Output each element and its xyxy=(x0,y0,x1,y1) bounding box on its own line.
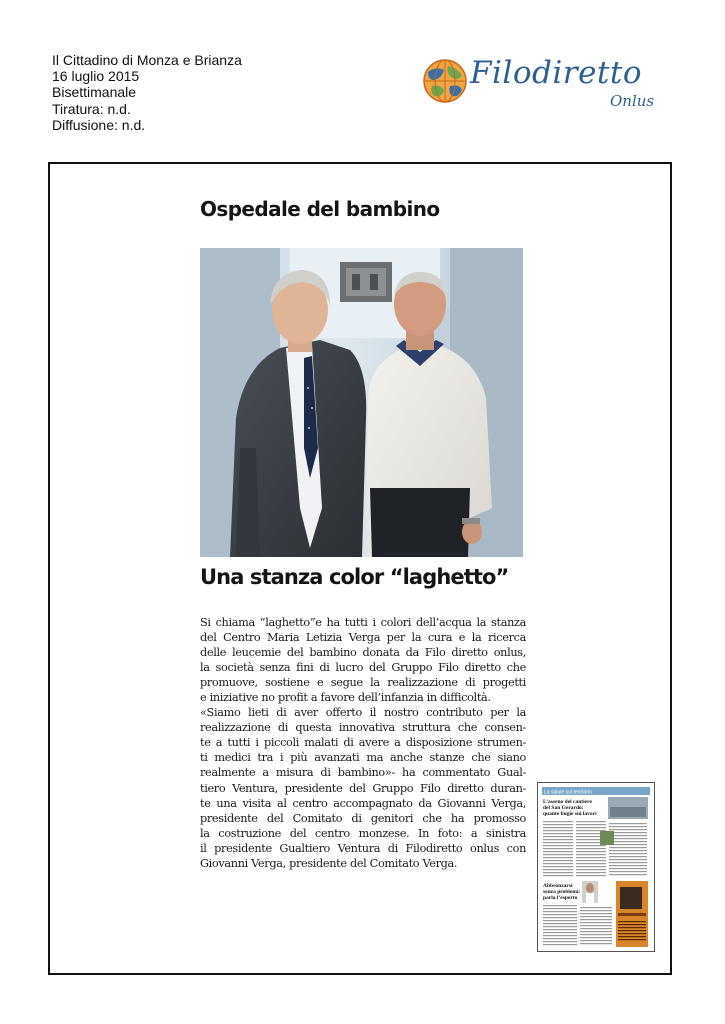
body-line: te a tutti i piccoli malati di avere a disposizione strumen- xyxy=(200,736,526,750)
body-line: la costruzione del centro monzese. In foto: a sinistra xyxy=(200,826,526,840)
logo-wordmark: Filodiretto xyxy=(470,55,643,91)
svg-text:parla l’esperto: parla l’esperto xyxy=(543,895,578,901)
publication-name: Il Cittadino di Monza e Brianza xyxy=(52,52,242,68)
svg-text:quante bugie sui lavori: quante bugie sui lavori xyxy=(543,811,597,817)
article-body xyxy=(200,615,526,871)
body-line: promuove, sostiene e segue la realizzazione di progetti xyxy=(200,676,526,690)
publication-print-run: Tiratura: n.d. xyxy=(52,100,131,117)
body-line: delle leucemie del bambino donata da Filo diretto onlus, xyxy=(200,646,526,660)
svg-text:senza problemi:: senza problemi: xyxy=(543,889,581,895)
body-line: del Centro Maria Letizia Verga per la cura e la ricerca xyxy=(200,631,526,645)
body-line: realizzazione di questa innovativa struttura che consen- xyxy=(200,721,526,735)
svg-text:del San Gerardo:: del San Gerardo: xyxy=(543,805,584,811)
body-line: il presidente Gualtiero Ventura di Filodiretto onlus con xyxy=(200,841,526,855)
thumbnail-section: La salute sul territorio xyxy=(544,789,592,796)
body-line: ti medici tra i più avanzati ma anche stanze che siano xyxy=(200,751,526,765)
body-line: realmente a misura di bambino»- ha commentato Gual- xyxy=(200,766,526,780)
publication-frequency: Bisettimanale xyxy=(52,84,137,101)
body-line: «Siamo lieti di aver offerto il nostro contributo per la xyxy=(200,706,526,720)
publication-info xyxy=(52,52,242,133)
globe-icon xyxy=(422,58,468,104)
article-photo xyxy=(200,248,523,557)
body-line: Si chiama “laghetto”e ha tutti i colori dell’acqua la stanza xyxy=(200,616,526,629)
body-line: presidente del Comitato di genitori che ha promosso xyxy=(200,811,526,825)
body-line: tiero Ventura, presidente del Gruppo Filo diretto duran- xyxy=(200,781,526,795)
article-headline: Una stanza color “laghetto” xyxy=(200,565,509,589)
page-thumbnail xyxy=(537,782,655,952)
body-line: Giovanni Verga, presidente del Comitato Verga. xyxy=(200,856,458,870)
body-line: e iniziative no profit a favore dell’infanzia in difficoltà. xyxy=(200,691,491,705)
publication-distribution: Diffusione: n.d. xyxy=(52,116,146,133)
svg-text:L’asseno del cantiere: L’asseno del cantiere xyxy=(543,799,592,805)
publication-date: 16 luglio 2015 xyxy=(52,68,140,85)
logo-suffix: Onlus xyxy=(610,92,655,110)
article-kicker: Ospedale del bambino xyxy=(200,197,440,221)
body-line: te una visita al centro accompagnato da Giovanni Verga, xyxy=(200,796,526,810)
svg-text:Abbronzarsi: Abbronzarsi xyxy=(543,883,573,889)
filodiretto-logo xyxy=(420,52,670,116)
body-line: la società senza fini di lucro del Gruppo Filo diretto che xyxy=(200,661,526,675)
